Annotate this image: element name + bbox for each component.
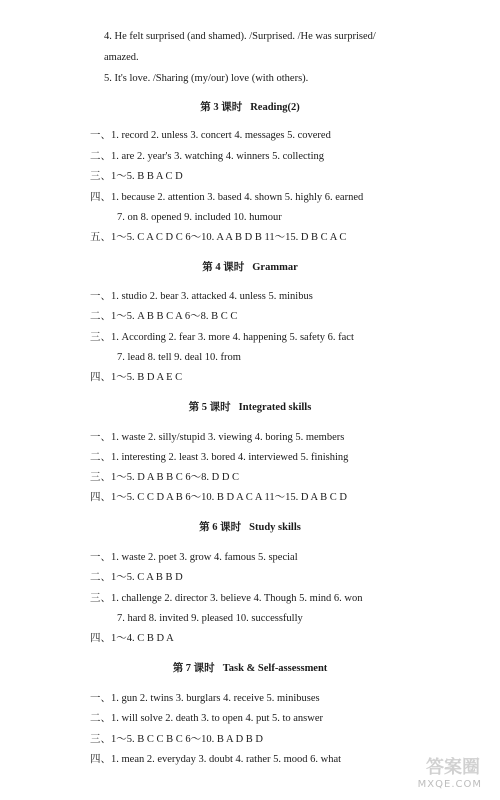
watermark-small-text: MXQE.COM bbox=[417, 779, 482, 790]
section-heading-cn: 第 4 课时 bbox=[202, 262, 245, 273]
answer-line: 一、1. studio 2. bear 3. attacked 4. unless 5. minibus bbox=[90, 291, 313, 302]
answer-line: 7. on 8. opened 9. included 10. humour bbox=[117, 212, 282, 223]
answer-line: 三、1～5. D A B B C 6～8. D D C bbox=[90, 472, 240, 483]
section-heading-en: Grammar bbox=[252, 262, 298, 273]
section-heading bbox=[0, 401, 500, 415]
watermark-big-text: 答案圈 bbox=[426, 757, 480, 778]
answer-line: 二、1. will solve 2. death 3. to open 4. put 5. to answer bbox=[90, 713, 324, 724]
section-heading-en: Reading(2) bbox=[250, 102, 300, 113]
answer-line: 二、1～5. A B B C A 6～8. B C C bbox=[90, 311, 238, 322]
answer-line: 一、1. waste 2. poet 3. grow 4. famous 5. special bbox=[90, 552, 298, 563]
section-heading-en: Integrated skills bbox=[238, 402, 312, 413]
answer-line: 二、1. are 2. year's 3. watching 4. winners 5. collecting bbox=[90, 151, 324, 162]
answer-line: 一、1. record 2. unless 3. concert 4. messages 5. covered bbox=[90, 130, 331, 141]
section-heading bbox=[0, 662, 500, 676]
section-heading-cn: 第 3 课时 bbox=[200, 102, 243, 113]
answer-line: 一、1. waste 2. silly/stupid 3. viewing 4. boring 5. members bbox=[90, 432, 345, 443]
section-heading bbox=[0, 521, 500, 535]
answer-line: 三、1. According 2. fear 3. more 4. happening 5. safety 6. fact bbox=[90, 332, 354, 343]
section-heading-cn: 第 6 课时 bbox=[199, 522, 242, 533]
answer-line: 二、1～5. C A B B D bbox=[90, 572, 183, 583]
answer-line: 三、1～5. B B A C D bbox=[90, 171, 183, 182]
answer-line: 四、1. mean 2. everyday 3. doubt 4. rather 5. mood 6. what bbox=[90, 754, 342, 765]
answer-line: 三、1～5. B C C B C 6～10. B A D B D bbox=[90, 734, 263, 745]
section-heading bbox=[0, 261, 500, 275]
answer-line: amazed. bbox=[104, 52, 139, 63]
watermark-logo bbox=[404, 756, 494, 796]
section-heading-en: Task & Self-assessment bbox=[222, 663, 328, 674]
answer-line: 5. It's love. /Sharing (my/our) love (with others). bbox=[104, 73, 309, 84]
answer-line: 四、1～5. C C D A B 6～10. B D A C A 11～15. D A B C D bbox=[90, 492, 347, 503]
section-heading-cn: 第 7 课时 bbox=[172, 663, 215, 674]
answer-line: 四、1～5. B D A E C bbox=[90, 372, 183, 383]
answer-line: 三、1. challenge 2. director 3. believe 4. Though 5. mind 6. won bbox=[90, 593, 363, 604]
answer-line: 4. He felt surprised (and shamed). /Surprised. /He was surprised/ bbox=[104, 31, 376, 42]
answer-line: 二、1. interesting 2. least 3. bored 4. interviewed 5. finishing bbox=[90, 452, 349, 463]
answer-line: 四、1. because 2. attention 3. based 4. shown 5. highly 6. earned bbox=[90, 192, 364, 203]
answer-line: 四、1～4. C B D A bbox=[90, 633, 174, 644]
answer-line: 五、1～5. C A C D C 6～10. A A B D B 11～15. D B C A C bbox=[90, 232, 347, 243]
answer-line: 7. lead 8. tell 9. deal 10. from bbox=[117, 352, 241, 363]
section-heading bbox=[0, 101, 500, 115]
answer-line: 7. hard 8. invited 9. pleased 10. successfully bbox=[117, 613, 303, 624]
answer-line: 一、1. gun 2. twins 3. burglars 4. receive 5. minibuses bbox=[90, 693, 320, 704]
section-heading-en: Study skills bbox=[249, 522, 301, 533]
section-heading-cn: 第 5 课时 bbox=[188, 402, 231, 413]
